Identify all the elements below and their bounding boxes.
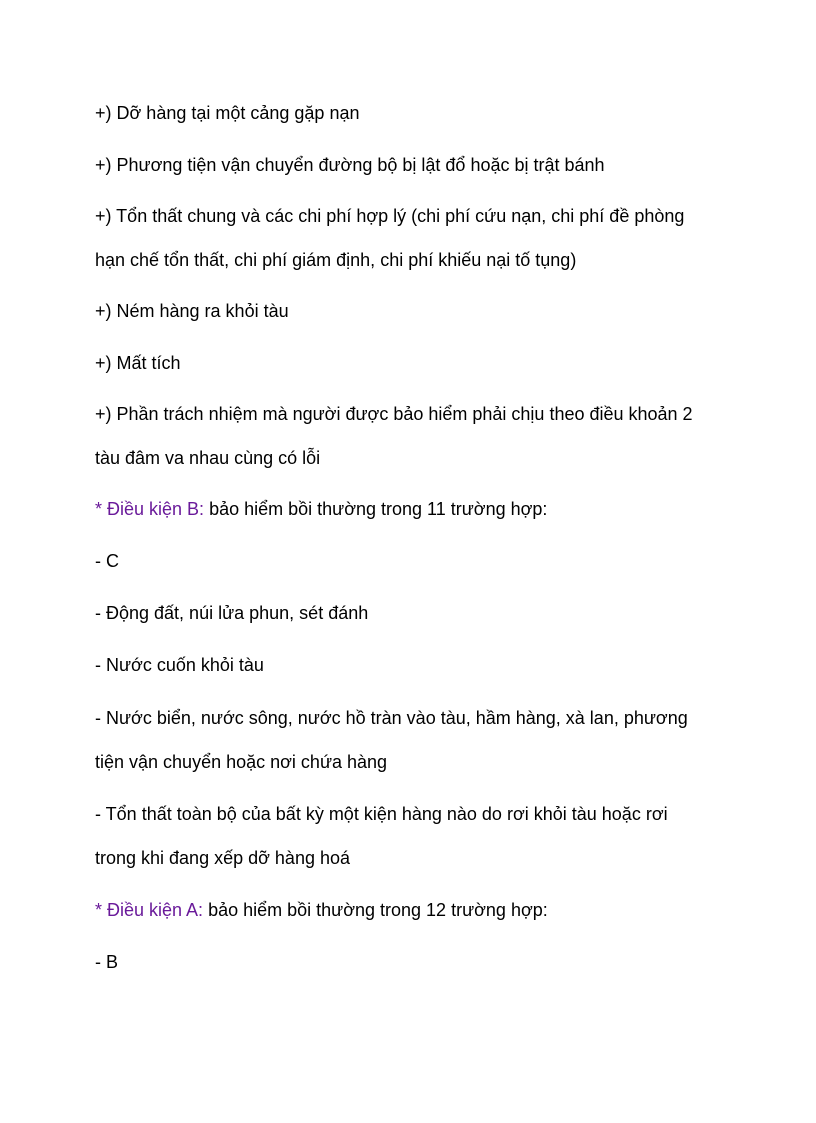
condition-a-heading bbox=[95, 899, 548, 921]
condition-b-text: bảo hiểm bồi thường trong 11 trường hợp: bbox=[204, 499, 548, 519]
text-line: +) Dỡ hàng tại một cảng gặp nạn bbox=[95, 103, 360, 123]
list-item: - B bbox=[95, 952, 119, 972]
condition-a-text: bảo hiểm bồi thường trong 12 trường hợp: bbox=[203, 900, 548, 920]
text-line: +) Phần trách nhiệm mà người được bảo hiểm phải chịu theo điều khoản 2 bbox=[95, 404, 693, 424]
condition-a-label: * Điều kiện A: bbox=[95, 900, 204, 920]
text-line: +) Mất tích bbox=[95, 353, 181, 373]
list-item: tiện vận chuyển hoặc nơi chứa hàng bbox=[95, 752, 388, 772]
list-item: - Động đất, núi lửa phun, sét đánh bbox=[95, 603, 369, 623]
condition-b-heading bbox=[95, 498, 547, 520]
list-item: - Nước cuốn khỏi tàu bbox=[95, 655, 264, 675]
list-item: - Tổn thất toàn bộ của bất kỳ một kiện hàng nào do rơi khỏi tàu hoặc rơi bbox=[95, 804, 668, 824]
list-item: - C bbox=[95, 551, 119, 571]
text-line: hạn chế tổn thất, chi phí giám định, chi phí khiếu nại tố tụng) bbox=[95, 250, 577, 270]
list-item: trong khi đang xếp dỡ hàng hoá bbox=[95, 848, 350, 868]
list-item: - Nước biển, nước sông, nước hồ tràn vào tàu, hầm hàng, xà lan, phương bbox=[95, 708, 688, 728]
condition-b-label: * Điều kiện B: bbox=[95, 499, 205, 519]
text-line: +) Tổn thất chung và các chi phí hợp lý (chi phí cứu nạn, chi phí đề phòng bbox=[95, 206, 685, 226]
text-line: +) Ném hàng ra khỏi tàu bbox=[95, 301, 289, 321]
text-line: +) Phương tiện vận chuyển đường bộ bị lật đổ hoặc bị trật bánh bbox=[95, 155, 605, 175]
text-line: tàu đâm va nhau cùng có lỗi bbox=[95, 448, 321, 468]
